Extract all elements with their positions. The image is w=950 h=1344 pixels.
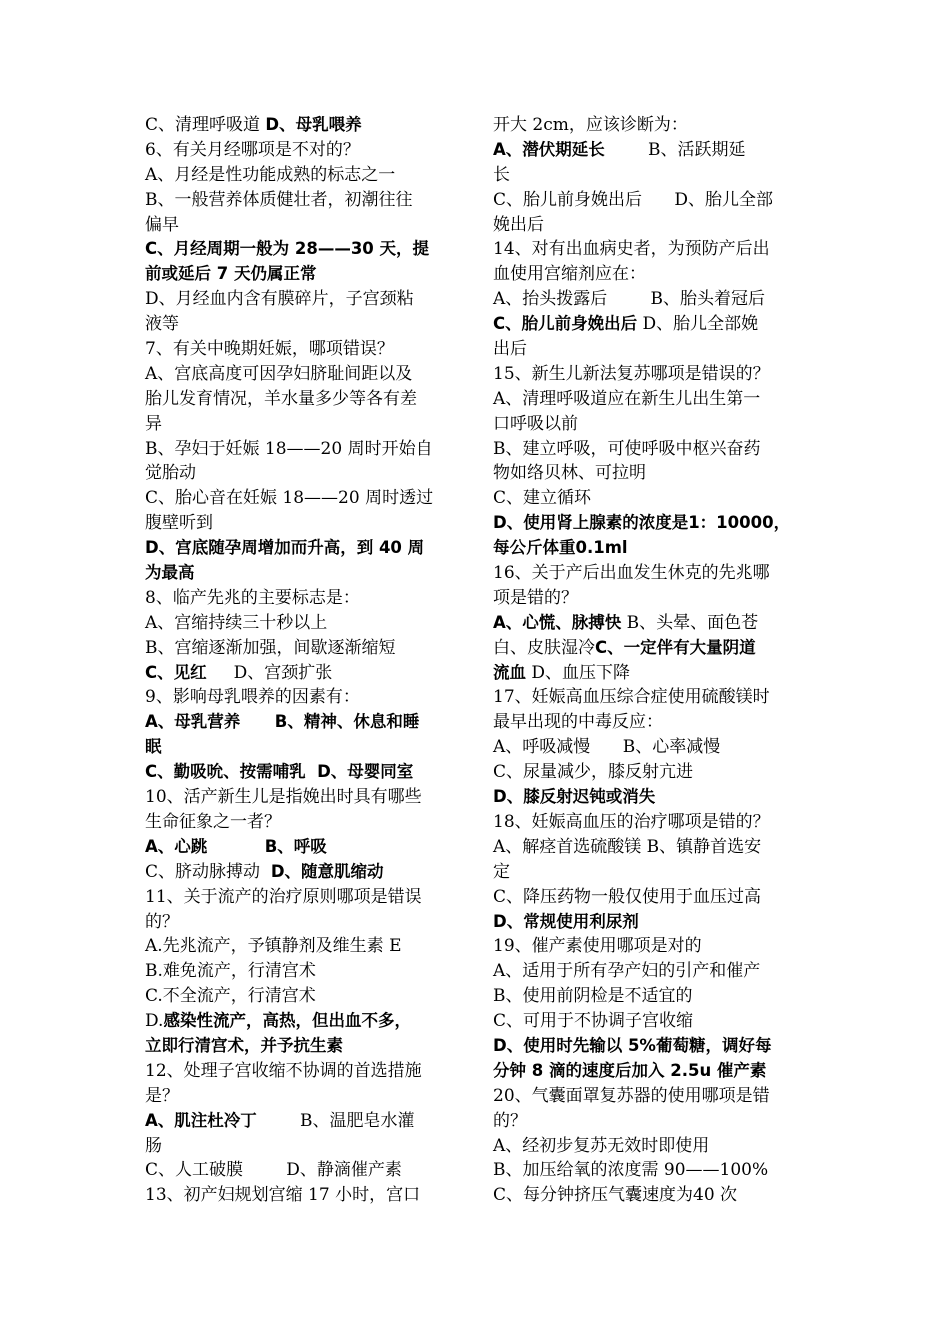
question-text: 娩出后 — [493, 214, 544, 235]
text-line — [493, 984, 803, 1009]
text-line — [145, 661, 455, 686]
question-text: A、经初步复苏无效时即使用 — [493, 1135, 710, 1156]
text-line — [493, 1059, 803, 1084]
text-line — [145, 312, 455, 337]
question-text: 胎儿发育情况，羊水量多少等各有差 — [145, 388, 417, 409]
text-line — [145, 437, 455, 462]
question-text: A、宫缩持续三十秒以上 — [145, 612, 328, 633]
answer-text: C、见红 — [145, 662, 207, 682]
right-column — [493, 113, 803, 1208]
question-text: B、活跃期延 — [604, 139, 746, 160]
text-line — [493, 860, 803, 885]
text-line — [493, 561, 803, 586]
question-text: B、使用前阴检是不适宜的 — [493, 986, 693, 1007]
question-text: B、一般营养体质健壮者，初潮往往 — [145, 189, 413, 210]
answer-text: D、宫底随孕周增加而升高，到 40 周 — [145, 538, 425, 558]
text-line — [493, 661, 803, 686]
answer-text: 眠 — [145, 737, 162, 757]
question-text: 19、催产素使用哪项是对的 — [493, 936, 702, 957]
question-text: C、脐动脉搏动 — [145, 861, 271, 882]
question-text: 腹壁听到 — [145, 513, 213, 534]
question-text: 异 — [145, 413, 162, 434]
question-text: 觉胎动 — [145, 463, 196, 484]
text-line — [145, 959, 455, 984]
question-text: 是？ — [145, 1085, 179, 1106]
question-text: 物如络贝林、可拉明 — [493, 463, 646, 484]
question-text: C、人工破膜 D、静滴催产素 — [145, 1160, 402, 1181]
answer-text: 流血 — [493, 662, 526, 682]
question-text: 13、初产妇规划宫缩 17 小时，宫口 — [145, 1185, 421, 1206]
text-line — [145, 1134, 455, 1159]
text-line — [145, 213, 455, 238]
text-line — [493, 163, 803, 188]
question-text: C、降压药物一般仅使用于血压过高 — [493, 886, 762, 907]
text-line — [145, 835, 455, 860]
question-text: 8、临产先兆的主要标志是： — [145, 587, 360, 608]
answer-text: A、心慌、脉搏快 — [493, 612, 622, 632]
question-text: A、抬头拨露后 B、胎头着冠后 — [493, 289, 765, 310]
text-line — [145, 910, 455, 935]
question-text: D、宫颈扩张 — [206, 662, 333, 683]
question-text: A、清理呼吸道应在新生儿出生第一 — [493, 388, 761, 409]
answer-text: D、随意肌缩动 — [270, 861, 384, 881]
question-text: C.不全流产，行清宫术 — [145, 986, 316, 1007]
question-text: B、头晕、面色苍 — [621, 612, 759, 633]
text-line — [145, 337, 455, 362]
text-line — [493, 511, 803, 536]
answer-text: C、一定伴有大量阴道 — [595, 637, 756, 657]
text-line — [145, 262, 455, 287]
question-text: 白、皮肤湿冷 — [493, 637, 595, 658]
text-line — [145, 1009, 455, 1034]
question-text: C、每分钟挤压气囊速度为40 次 — [493, 1185, 738, 1206]
text-line — [493, 1134, 803, 1159]
text-line — [145, 1109, 455, 1134]
answer-text: A、心跳 B、呼吸 — [145, 836, 327, 856]
text-line — [493, 387, 803, 412]
question-text: B.难免流产，行清宫术 — [145, 961, 316, 982]
text-line — [493, 312, 803, 337]
text-line — [145, 710, 455, 735]
question-text: 肠 — [145, 1135, 162, 1156]
answer-text: C、月经周期一般为 28——30 天，提 — [145, 239, 430, 259]
question-text: 开大 2cm，应该诊断为： — [493, 115, 688, 135]
text-line — [145, 237, 455, 262]
question-text: C、胎儿前身娩出后 D、胎儿全部 — [493, 189, 774, 210]
question-text: A、月经是性功能成熟的标志之一 — [145, 164, 396, 185]
text-line — [493, 586, 803, 611]
answer-text: 感染性流产，高热，但出血不多， — [163, 1011, 411, 1031]
text-line — [145, 1034, 455, 1059]
text-line — [493, 735, 803, 760]
text-line — [493, 287, 803, 312]
question-text: A、呼吸减慢 B、心率减慢 — [493, 737, 721, 758]
question-text: A、宫底高度可因孕妇脐耻间距以及 — [145, 363, 413, 384]
question-text: 20、气囊面罩复苏器的使用哪项是错 — [493, 1085, 770, 1106]
text-line — [493, 636, 803, 661]
question-text: 定 — [493, 861, 510, 882]
text-line — [145, 785, 455, 810]
text-line — [145, 486, 455, 511]
answer-text: C、勤吸吮、按需哺乳 D、母婴同室 — [145, 762, 414, 782]
text-line — [493, 113, 803, 138]
text-line — [493, 710, 803, 735]
question-text: D、月经血内含有膜碎片，子宫颈粘 — [145, 289, 414, 310]
question-text: B、加压给氧的浓度需 90——100% — [493, 1160, 769, 1181]
answer-text: 立即行清宫术，并予抗生素 — [145, 1035, 343, 1055]
answer-text: 前或延后 7 天仍属正常 — [145, 264, 317, 284]
question-text: 18、妊娠高血压的治疗哪项是错的？ — [493, 811, 770, 832]
text-line — [493, 536, 803, 561]
text-line — [493, 934, 803, 959]
question-text: 11、关于流产的治疗原则哪项是错误 — [145, 886, 422, 907]
question-text: 最早出现的中毒反应： — [493, 712, 663, 733]
question-text: 的？ — [493, 1110, 527, 1131]
text-line — [145, 461, 455, 486]
question-text: 偏早 — [145, 214, 179, 235]
left-column — [145, 113, 455, 1208]
text-line — [493, 461, 803, 486]
text-line — [145, 1084, 455, 1109]
text-line — [145, 735, 455, 760]
text-line — [493, 685, 803, 710]
answer-text: D、使用时先输以 5%葡萄糖，调好每 — [493, 1035, 772, 1055]
question-text: C、尿量减少，膝反射亢进 — [493, 762, 694, 783]
text-line — [493, 486, 803, 511]
text-line — [145, 1183, 455, 1208]
question-text: B、宫缩逐渐加强，间歇逐渐缩短 — [145, 637, 396, 658]
answer-text: 每公斤体重0.1ml — [493, 538, 628, 558]
text-line — [493, 1158, 803, 1183]
text-line — [145, 412, 455, 437]
text-line — [145, 387, 455, 412]
question-text: 10、活产新生儿是指娩出时具有哪些 — [145, 787, 422, 808]
question-text: 12、处理子宫收缩不协调的首选措施 — [145, 1060, 422, 1081]
question-text: C、清理呼吸道 — [145, 115, 266, 135]
text-line — [145, 536, 455, 561]
answer-text: D、膝反射迟钝或消失 — [493, 787, 656, 807]
text-line — [493, 1109, 803, 1134]
text-line — [493, 1084, 803, 1109]
text-line — [493, 959, 803, 984]
text-line — [145, 685, 455, 710]
question-text: B、温肥皂水灌 — [256, 1110, 415, 1131]
answer-text: 为最高 — [145, 563, 195, 583]
answer-text: A、肌注杜冷丁 — [145, 1110, 257, 1130]
question-text: 6、有关月经哪项是不对的？ — [145, 139, 360, 160]
text-line — [145, 860, 455, 885]
text-line — [145, 586, 455, 611]
text-line — [145, 984, 455, 1009]
text-line — [493, 1183, 803, 1208]
text-line — [493, 760, 803, 785]
text-line — [493, 237, 803, 262]
question-text: 9、影响母乳喂养的因素有： — [145, 687, 360, 708]
text-line — [493, 362, 803, 387]
text-line — [145, 138, 455, 163]
question-text: 7、有关中晚期妊娠，哪项错误？ — [145, 339, 394, 360]
text-line — [493, 412, 803, 437]
text-line — [493, 885, 803, 910]
question-text: B、孕妇于妊娠 18——20 周时开始自 — [145, 438, 433, 459]
text-line — [145, 188, 455, 213]
text-line — [493, 437, 803, 462]
text-line — [145, 113, 455, 138]
text-line — [493, 835, 803, 860]
question-text: 长 — [493, 164, 510, 185]
question-text: B、建立呼吸，可使呼吸中枢兴奋药 — [493, 438, 761, 459]
text-line — [145, 885, 455, 910]
text-line — [493, 1009, 803, 1034]
question-text: A.先兆流产，予镇静剂及维生素 E — [145, 936, 402, 957]
answer-text: A、潜伏期延长 — [493, 139, 605, 159]
text-line — [145, 934, 455, 959]
question-text: D、胎儿全部娩 — [637, 314, 759, 335]
text-line — [145, 1158, 455, 1183]
question-text: 的？ — [145, 911, 179, 932]
question-text: 出后 — [493, 339, 527, 360]
text-line — [145, 636, 455, 661]
question-text: 生命征象之一者？ — [145, 811, 281, 832]
text-line — [145, 362, 455, 387]
question-text: C、可用于不协调子宫收缩 — [493, 1011, 694, 1032]
text-line — [145, 287, 455, 312]
text-line — [493, 213, 803, 238]
text-line — [493, 810, 803, 835]
question-text: D、血压下降 — [526, 662, 631, 683]
question-text: 血使用宫缩剂应在： — [493, 264, 646, 285]
text-line — [145, 760, 455, 785]
question-text: 14、对有出血病史者，为预防产后出 — [493, 239, 770, 260]
question-text: 16、关于产后出血发生休克的先兆哪 — [493, 563, 770, 584]
text-line — [493, 138, 803, 163]
question-text: C、胎心音在妊娠 18——20 周时透过 — [145, 488, 434, 509]
answer-text: 分钟 8 滴的速度后加入 2.5u 催产素 — [493, 1060, 767, 1080]
text-line — [145, 511, 455, 536]
question-text: 项是错的？ — [493, 587, 578, 608]
answer-text: C、胎儿前身娩出后 — [493, 314, 638, 334]
text-line — [145, 1059, 455, 1084]
question-text: 15、新生儿新法复苏哪项是错误的？ — [493, 363, 770, 384]
answer-text: D、使用肾上腺素的浓度是1：10000， — [493, 513, 791, 533]
text-line — [145, 561, 455, 586]
text-line — [493, 337, 803, 362]
text-line — [493, 910, 803, 935]
text-line — [493, 262, 803, 287]
text-line — [493, 785, 803, 810]
text-line — [145, 163, 455, 188]
question-text: A、解痉首选硫酸镁 B、镇静首选安 — [493, 836, 762, 857]
question-text: 口呼吸以前 — [493, 413, 578, 434]
question-text: 17、妊娠高血压综合症使用硫酸镁时 — [493, 687, 770, 708]
answer-text: A、母乳营养 B、精神、休息和睡 — [145, 712, 420, 732]
text-line — [493, 611, 803, 636]
answer-text: D、常规使用利尿剂 — [493, 911, 639, 931]
text-line — [145, 611, 455, 636]
text-line — [145, 810, 455, 835]
question-text: C、建立循环 — [493, 488, 592, 509]
text-line — [493, 1034, 803, 1059]
question-text: A、适用于所有孕产妇的引产和催产 — [493, 961, 761, 982]
answer-text: D、母乳喂养 — [265, 115, 362, 134]
text-line — [493, 188, 803, 213]
question-text: 液等 — [145, 314, 179, 335]
question-text: D. — [145, 1011, 164, 1032]
